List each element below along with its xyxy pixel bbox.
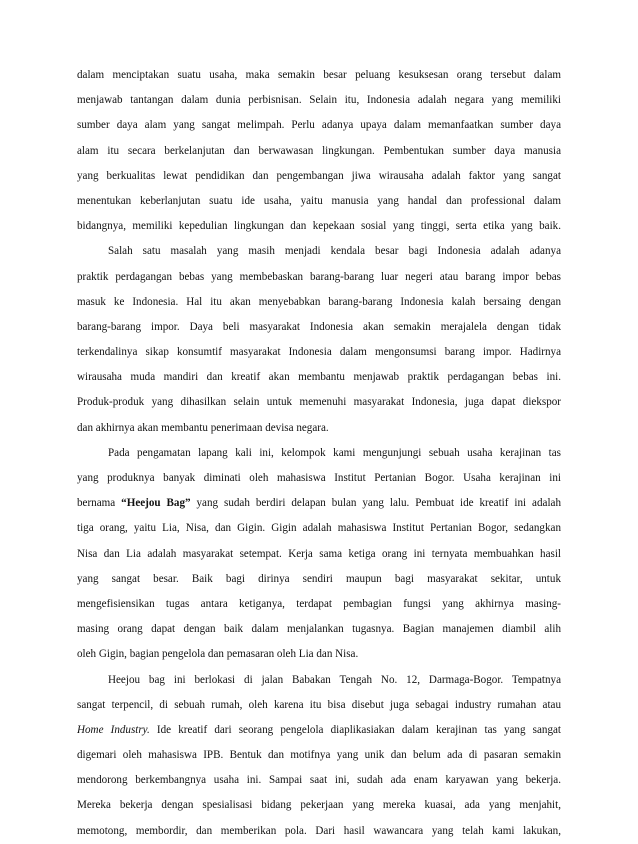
text-line: menjawab tantangan dalam dunia perbisnisan. Selain itu, Indonesia adalah negara yang memiliki (77, 94, 561, 107)
text-line: Salah satu masalah yang masih menjadi kendala besar bagi Indonesia adalah adanya (108, 245, 561, 258)
text-line: Heejou bag ini berlokasi di jalan Babakan Tengah No. 12, Darmaga-Bogor. Tempatnya (108, 673, 561, 686)
document-page (77, 63, 561, 844)
text-line: barang-barang impor. Daya beli masyarakat Indonesia akan semakin merajalela dengan tidak (77, 320, 561, 333)
paragraph-4 (77, 668, 561, 844)
paragraph-1 (77, 63, 561, 239)
text-line: yang sangat besar. Baik bagi dirinya sendiri maupun bagi masyarakat sekitar, untuk (77, 572, 561, 585)
text-line: dan akhirnya akan membantu penerimaan devisa negara. (77, 421, 329, 434)
text-line: terkendalinya sikap konsumtif masyarakat Indonesia dalam mengonsumsi barang impor. Hadirnya (77, 346, 561, 359)
text-line (77, 718, 561, 743)
text-line: bidangnya, memiliki kepedulian lingkungan dan kepekaan sosial yang tinggi, serta etika yang baik. (77, 220, 561, 233)
text-line: alam itu secara berkelanjutan dan berwawasan lingkungan. Pembentukan sumber daya manusia (77, 144, 561, 157)
text-line: Produk-produk yang dihasilkan selain untuk memenuhi masyarakat Indonesia, juga dapat diekspor (77, 396, 561, 409)
text-line: mengefisiensikan tugas antara ketiganya, terdapat pembagian fungsi yang akhirnya masing- (77, 597, 561, 610)
text-line: dalam menciptakan suatu usaha, maka semakin besar peluang kesuksesan orang tersebut dalam (77, 69, 561, 81)
text-line: memotong, membordir, dan memberikan pola. Dari hasil wawancara yang telah kami lakukan, (77, 824, 561, 837)
text-segment: bernama (77, 497, 122, 510)
paragraph-3 (77, 441, 561, 668)
text-line: oleh Gigin, bagian pengelola dan pemasaran oleh Lia dan Nisa. (77, 648, 359, 661)
text-segment: yang sudah berdiri delapan bulan yang lalu. Pembuat ide kreatif ini adalah (190, 497, 561, 510)
text-segment: Ide kreatif dari seorang pengelola diaplikasiakan dalam kerajinan tas yang sangat (149, 723, 561, 736)
text-line: yang produknya banyak diminati oleh mahasiswa Institut Pertanian Bogor. Usaha kerajinan ini (77, 472, 561, 484)
text-line: menentukan keberlanjutan suatu ide usaha, yaitu manusia yang handal dan professional dalam (77, 194, 561, 207)
text-line (77, 491, 561, 516)
text-line: Mereka bekerja dengan spesialisasi bidang pekerjaan yang mereka kuasai, ada yang menjahit, (77, 799, 561, 812)
emphasis-term: Home Industry. (77, 723, 150, 736)
business-name: “Heejou Bag” (121, 497, 191, 510)
text-line: yang berkualitas lewat pendidikan dan pengembangan jiwa wirausaha adalah faktor yang sangat (77, 169, 561, 182)
text-line: praktik perdagangan bebas yang membebaskan barang-barang luar negeri atau barang impor bebas (77, 270, 561, 283)
text-line: masuk ke Indonesia. Hal itu akan menyebabkan barang-barang Indonesia kalah bersaing dengan (77, 295, 561, 308)
text-line: masing orang dapat dengan baik dalam menjalankan tugasnya. Bagian manajemen diambil alih (77, 623, 561, 636)
text-line: sangat terpencil, di sebuah rumah, oleh karena itu bisa disebut juga sebagai industry rumahan atau (77, 698, 561, 711)
paragraph-2 (77, 239, 561, 441)
text-line: wirausaha muda mandiri dan kreatif akan membantu menjawab praktik perdagangan bebas ini. (77, 371, 561, 384)
text-line: sumber daya alam yang sangat melimpah. Perlu adanya upaya dalam memanfaatkan sumber daya (77, 119, 561, 132)
text-line: Pada pengamatan lapang kali ini, kelompok kami mengunjungi sebuah usaha kerajinan tas (108, 446, 561, 459)
text-line: digemari oleh mahasiswa IPB. Bentuk dan motifnya yang unik dan belum ada di pasaran semakin (77, 749, 561, 762)
text-line: Nisa dan Lia adalah masyarakat setempat. Kerja sama ketiga orang ini ternyata membuahkan hasil (77, 547, 561, 560)
text-line: tiga orang, yaitu Lia, Nisa, dan Gigin. Gigin adalah mahasiswa Institut Pertanian Bogor, sedangkan (77, 522, 561, 535)
text-line: mendorong berkembangnya usaha ini. Sampai saat ini, sudah ada enam karyawan yang bekerja. (77, 774, 561, 787)
